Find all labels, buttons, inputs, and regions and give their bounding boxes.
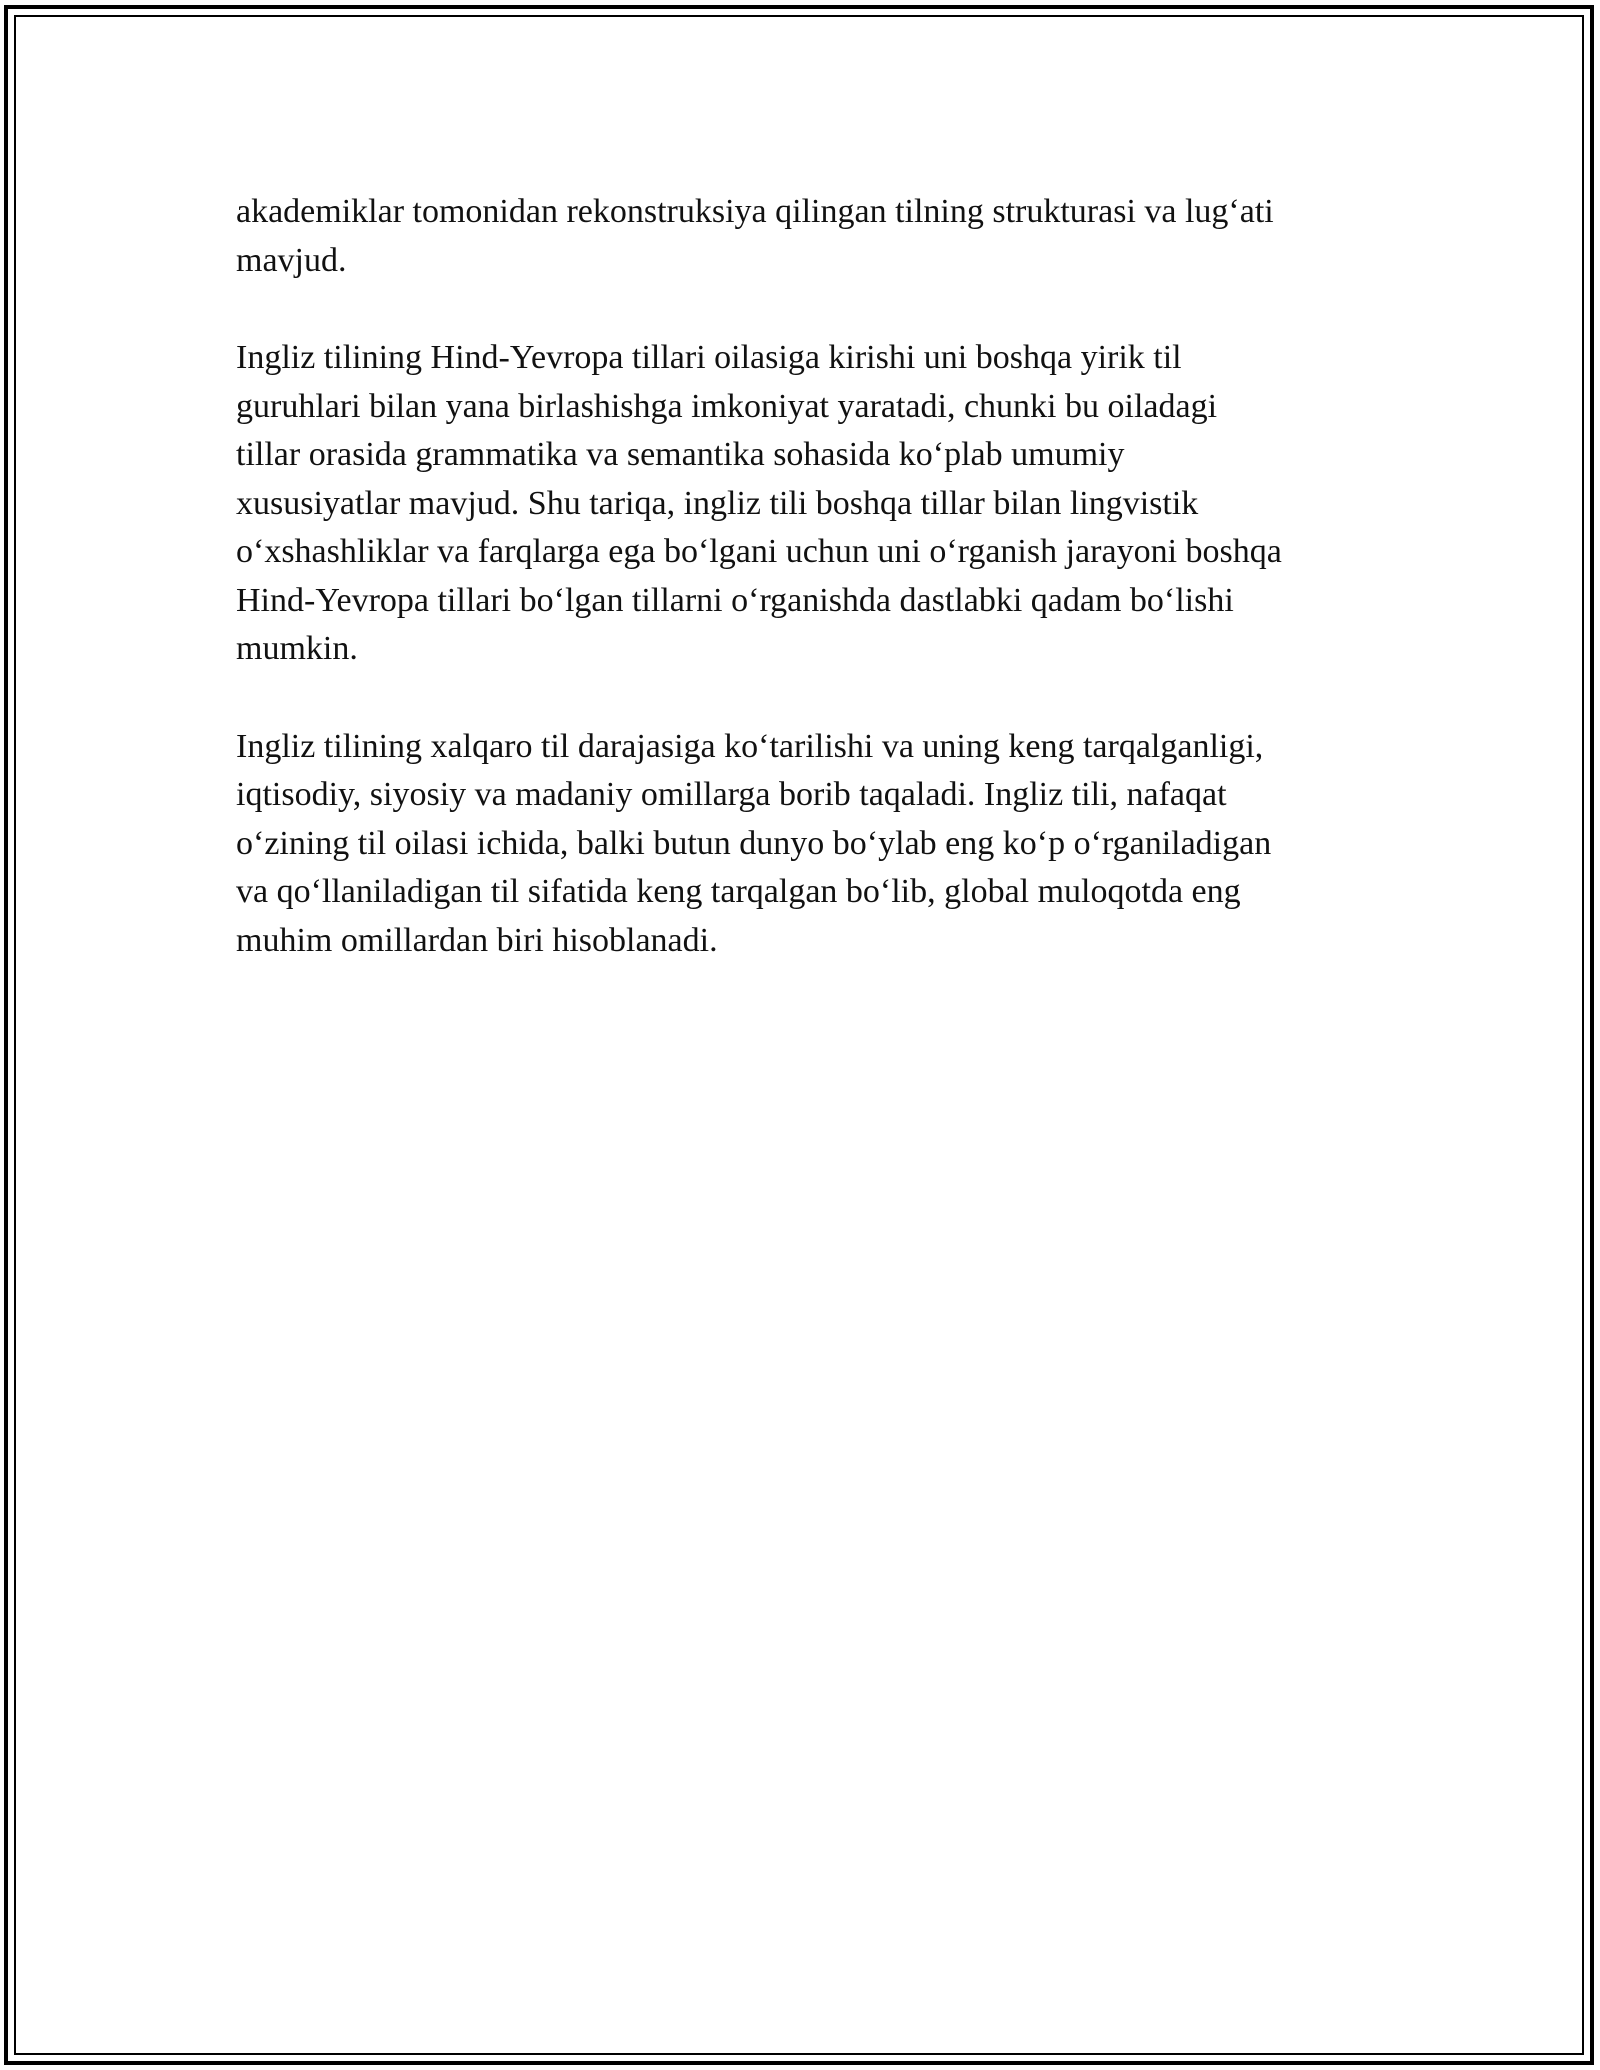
paragraph-1: akademiklar tomonidan rekonstruksiya qilingan tilning strukturasi va lug‘ati mavjud. xyxy=(236,193,1274,279)
document-body xyxy=(236,188,1376,965)
paragraph-2: Ingliz tilining Hind-Yevropa tillari oilasiga kirishi uni boshqa yirik til guruhlari bilan yana birlashishga imkoniyat yaratadi, chunki bu oiladagi tillar orasida grammatika va semantika sohasida ko‘plab umumiy xususiyatlar mavjud. Shu tariqa, ingliz tili boshqa tillar bilan lingvistik o‘xshashliklar va farqlarga ega bo‘lgani uchun uni o‘rganish jarayoni boshqa Hind-Yevropa tillari bo‘lgan tillarni o‘rganishda dastlabki qadam bo‘lishi mumkin. xyxy=(236,339,1282,667)
paragraph-3: Ingliz tilining xalqaro til darajasiga ko‘tarilishi va uning keng tarqalganligi, iqtisodiy, siyosiy va madaniy omillarga borib taqaladi. Ingliz tili, nafaqat o‘zining til oilasi ichida, balki butun dunyo bo‘ylab eng ko‘p o‘rganiladigan va qo‘llaniladigan til sifatida keng tarqalgan bo‘lib, global muloqotda eng muhim omillardan biri hisoblanadi. xyxy=(236,727,1272,959)
